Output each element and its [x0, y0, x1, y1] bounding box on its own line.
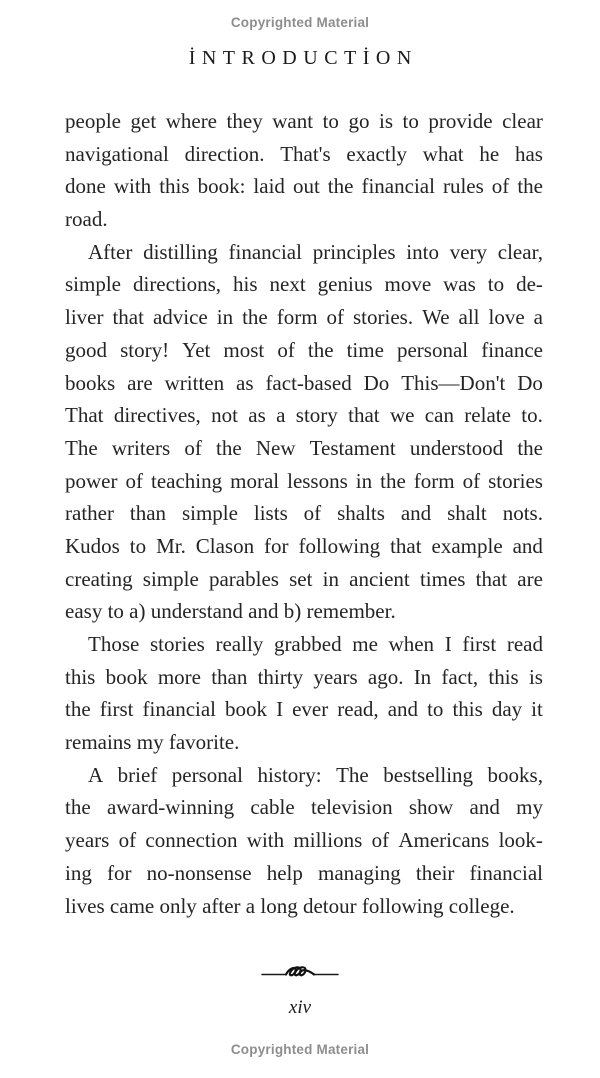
paragraph	[65, 105, 543, 236]
text-line: books are written as fact-based Do This—Don't Do	[65, 370, 543, 395]
text-line: simple directions, his next genius move was to de-	[65, 272, 543, 297]
page-body	[65, 105, 543, 922]
text-line: lives came only after a long detour following college.	[65, 893, 515, 918]
text-line: A brief personal history: The bestselling books,	[88, 762, 543, 787]
text-line: power of teaching moral lessons in the form of stories	[65, 468, 543, 493]
text-line: years of connection with millions of Americans look-	[65, 828, 543, 853]
text-line: liver that advice in the form of stories. We all love a	[65, 305, 543, 330]
text-line: Those stories really grabbed me when I first read	[88, 632, 543, 656]
text-line: good story! Yet most of the time personal finance	[65, 337, 543, 362]
text-line: this book more than thirty years ago. In fact, this is	[65, 664, 543, 689]
footer-copyright-notice: Copyrighted Material	[230, 1042, 370, 1057]
text-line: easy to a) understand and b) remember.	[65, 599, 396, 624]
header-copyright-notice: Copyrighted Material	[230, 15, 370, 30]
text-line: rather than simple lists of shalts and shalt nots.	[65, 501, 543, 526]
paragraph	[65, 628, 543, 759]
text-line: The writers of the New Testament understood the	[65, 435, 543, 460]
rope-coil-divider-icon	[0, 962, 600, 986]
page-number: xiv	[288, 997, 312, 1018]
chapter-title: İNTRODUCTİON	[188, 47, 418, 69]
text-line: creating simple parables set in ancient times that are	[65, 566, 543, 591]
text-line: ing for no-nonsense help managing their financial	[65, 860, 543, 885]
paragraph	[65, 759, 543, 922]
text-line: That directives, not as a story that we can relate to.	[65, 403, 543, 428]
text-line: the first financial book I ever read, and to this day it	[65, 697, 543, 722]
paragraph	[65, 236, 543, 628]
text-line: Kudos to Mr. Clason for following that example and	[65, 533, 543, 558]
text-line: road.	[65, 207, 108, 232]
text-line: remains my favorite.	[65, 730, 240, 755]
text-line: people get where they want to go is to provide clear	[65, 109, 543, 133]
text-line: After distilling financial principles into very clear,	[88, 239, 543, 264]
text-line: the award-winning cable television show and my	[65, 795, 543, 820]
text-line: done with this book: laid out the financial rules of the	[65, 174, 543, 199]
text-line: navigational direction. That's exactly what he has	[65, 141, 543, 166]
